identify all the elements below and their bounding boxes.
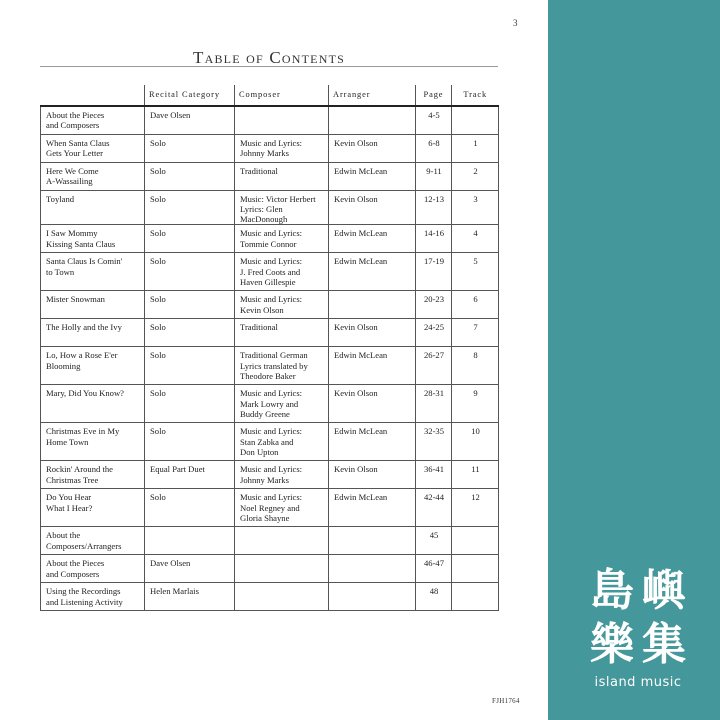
cell-track: [452, 106, 499, 135]
cell-page: 6-8: [416, 135, 452, 163]
cell-recital-category: [145, 527, 235, 555]
cell-recital-category: Equal Part Duet: [145, 461, 235, 489]
cell-composer: Traditional: [235, 163, 329, 191]
header-arranger: Arranger: [329, 85, 416, 106]
cell-recital-category: Solo: [145, 347, 235, 385]
cell-page: 26-27: [416, 347, 452, 385]
table-row: [41, 583, 499, 611]
table-row: [41, 135, 499, 163]
cell-piece-title: The Holly and the Ivy: [41, 319, 145, 347]
cell-arranger: [329, 527, 416, 555]
cell-piece-title: Using the Recordings and Listening Activity: [41, 583, 145, 611]
cell-recital-category: Solo: [145, 225, 235, 253]
cell-page: 46-47: [416, 555, 452, 583]
cell-track: 7: [452, 319, 499, 347]
table-row: [41, 527, 499, 555]
cell-arranger: Kevin Olson: [329, 319, 416, 347]
table-row: [41, 555, 499, 583]
cell-track: 4: [452, 225, 499, 253]
cell-arranger: Edwin McLean: [329, 489, 416, 527]
cell-recital-category: Dave Olsen: [145, 106, 235, 135]
cell-piece-title: Lo, How a Rose E'er Blooming: [41, 347, 145, 385]
cell-page: 20-23: [416, 291, 452, 319]
cell-page: 14-16: [416, 225, 452, 253]
cell-track: 12: [452, 489, 499, 527]
cell-track: 1: [452, 135, 499, 163]
cell-piece-title: Do You Hear What I Hear?: [41, 489, 145, 527]
cell-page: 32-35: [416, 423, 452, 461]
cell-arranger: Edwin McLean: [329, 163, 416, 191]
brand-char: 樂: [590, 619, 634, 670]
cell-composer: Music and Lyrics: Stan Zabka and Don Upton: [235, 423, 329, 461]
contents-table: [40, 85, 499, 611]
table-row: [41, 225, 499, 253]
cell-track: [452, 555, 499, 583]
table-row: [41, 423, 499, 461]
cell-composer: Music and Lyrics: Kevin Olson: [235, 291, 329, 319]
header-track: Track: [452, 85, 499, 106]
cell-page: 12-13: [416, 191, 452, 225]
cell-recital-category: Solo: [145, 163, 235, 191]
header-page: Page: [416, 85, 452, 106]
header-recital-category: Recital Category: [145, 85, 235, 106]
page-number: 3: [513, 18, 518, 28]
table-row: [41, 291, 499, 319]
cell-recital-category: Solo: [145, 489, 235, 527]
brand-subtitle: island music: [594, 675, 682, 690]
cell-composer: Traditional: [235, 319, 329, 347]
cell-page: 42-44: [416, 489, 452, 527]
title-divider: [40, 66, 498, 67]
cell-composer: Music and Lyrics: J. Fred Coots and Haven Gillespie: [235, 253, 329, 291]
cell-track: [452, 583, 499, 611]
cell-composer: [235, 583, 329, 611]
cell-track: 5: [452, 253, 499, 291]
table-row: [41, 489, 499, 527]
brand-char: 集: [642, 619, 686, 670]
cell-recital-category: Dave Olsen: [145, 555, 235, 583]
cell-page: 9-11: [416, 163, 452, 191]
cell-recital-category: Solo: [145, 135, 235, 163]
cell-arranger: Edwin McLean: [329, 423, 416, 461]
cell-page: 17-19: [416, 253, 452, 291]
cell-track: [452, 527, 499, 555]
cell-recital-category: Solo: [145, 291, 235, 319]
cell-arranger: Kevin Olson: [329, 191, 416, 225]
cell-piece-title: About the Pieces and Composers: [41, 106, 145, 135]
table-body: [41, 106, 499, 611]
cell-composer: Music and Lyrics: Noel Regney and Gloria Shayne: [235, 489, 329, 527]
table-row: [41, 461, 499, 489]
table-row: [41, 191, 499, 225]
cell-composer: [235, 527, 329, 555]
table-row: [41, 253, 499, 291]
cell-composer: Music and Lyrics: Tommie Connor: [235, 225, 329, 253]
cell-piece-title: When Santa Claus Gets Your Letter: [41, 135, 145, 163]
cell-track: 2: [452, 163, 499, 191]
cell-arranger: [329, 291, 416, 319]
cell-composer: Music and Lyrics: Mark Lowry and Buddy Greene: [235, 385, 329, 423]
table-row: [41, 319, 499, 347]
cell-piece-title: Here We Come A-Wassailing: [41, 163, 145, 191]
cell-recital-category: Helen Marlais: [145, 583, 235, 611]
cell-track: 10: [452, 423, 499, 461]
cell-piece-title: Toyland: [41, 191, 145, 225]
cell-composer: [235, 106, 329, 135]
table-header-row: [41, 85, 499, 106]
cell-arranger: Kevin Olson: [329, 461, 416, 489]
cell-piece-title: Rockin' Around the Christmas Tree: [41, 461, 145, 489]
cell-page: 36-41: [416, 461, 452, 489]
cell-piece-title: Christmas Eve in My Home Town: [41, 423, 145, 461]
page-title: Table of Contents: [193, 48, 345, 67]
cell-track: 11: [452, 461, 499, 489]
table-row: [41, 347, 499, 385]
cell-arranger: [329, 555, 416, 583]
cell-recital-category: Solo: [145, 319, 235, 347]
cell-recital-category: Solo: [145, 423, 235, 461]
cell-composer: Music and Lyrics: Johnny Marks: [235, 461, 329, 489]
brand-char: 島: [590, 565, 634, 616]
cell-piece-title: About the Composers/Arrangers: [41, 527, 145, 555]
cell-arranger: Edwin McLean: [329, 253, 416, 291]
cell-track: 3: [452, 191, 499, 225]
brand-logo: [583, 565, 693, 690]
cell-arranger: [329, 583, 416, 611]
cell-composer: Traditional German Lyrics translated by Theodore Baker: [235, 347, 329, 385]
cell-composer: Music and Lyrics: Johnny Marks: [235, 135, 329, 163]
table-row: [41, 163, 499, 191]
brand-char: 嶼: [642, 565, 686, 616]
cell-page: 45: [416, 527, 452, 555]
cell-recital-category: Solo: [145, 253, 235, 291]
cell-piece-title: About the Pieces and Composers: [41, 555, 145, 583]
cell-arranger: Kevin Olson: [329, 135, 416, 163]
cell-track: 6: [452, 291, 499, 319]
cell-track: 8: [452, 347, 499, 385]
cell-composer: Music: Victor Herbert Lyrics: Glen MacDonough: [235, 191, 329, 225]
cell-page: 24-25: [416, 319, 452, 347]
table-row: [41, 385, 499, 423]
cell-arranger: Kevin Olson: [329, 385, 416, 423]
cell-page: 48: [416, 583, 452, 611]
cell-page: 28-31: [416, 385, 452, 423]
cell-recital-category: Solo: [145, 385, 235, 423]
cell-track: 9: [452, 385, 499, 423]
catalog-code: FJH1764: [492, 697, 520, 705]
cell-arranger: Edwin McLean: [329, 225, 416, 253]
brand-logo-characters: [583, 565, 693, 671]
cell-composer: [235, 555, 329, 583]
cell-piece-title: Mister Snowman: [41, 291, 145, 319]
cell-arranger: [329, 106, 416, 135]
header-piece: [41, 85, 145, 106]
cell-page: 4-5: [416, 106, 452, 135]
cell-piece-title: I Saw Mommy Kissing Santa Claus: [41, 225, 145, 253]
cell-piece-title: Mary, Did You Know?: [41, 385, 145, 423]
table-row: [41, 106, 499, 135]
cell-arranger: Edwin McLean: [329, 347, 416, 385]
cell-piece-title: Santa Claus Is Comin' to Town: [41, 253, 145, 291]
header-composer: Composer: [235, 85, 329, 106]
cell-recital-category: Solo: [145, 191, 235, 225]
